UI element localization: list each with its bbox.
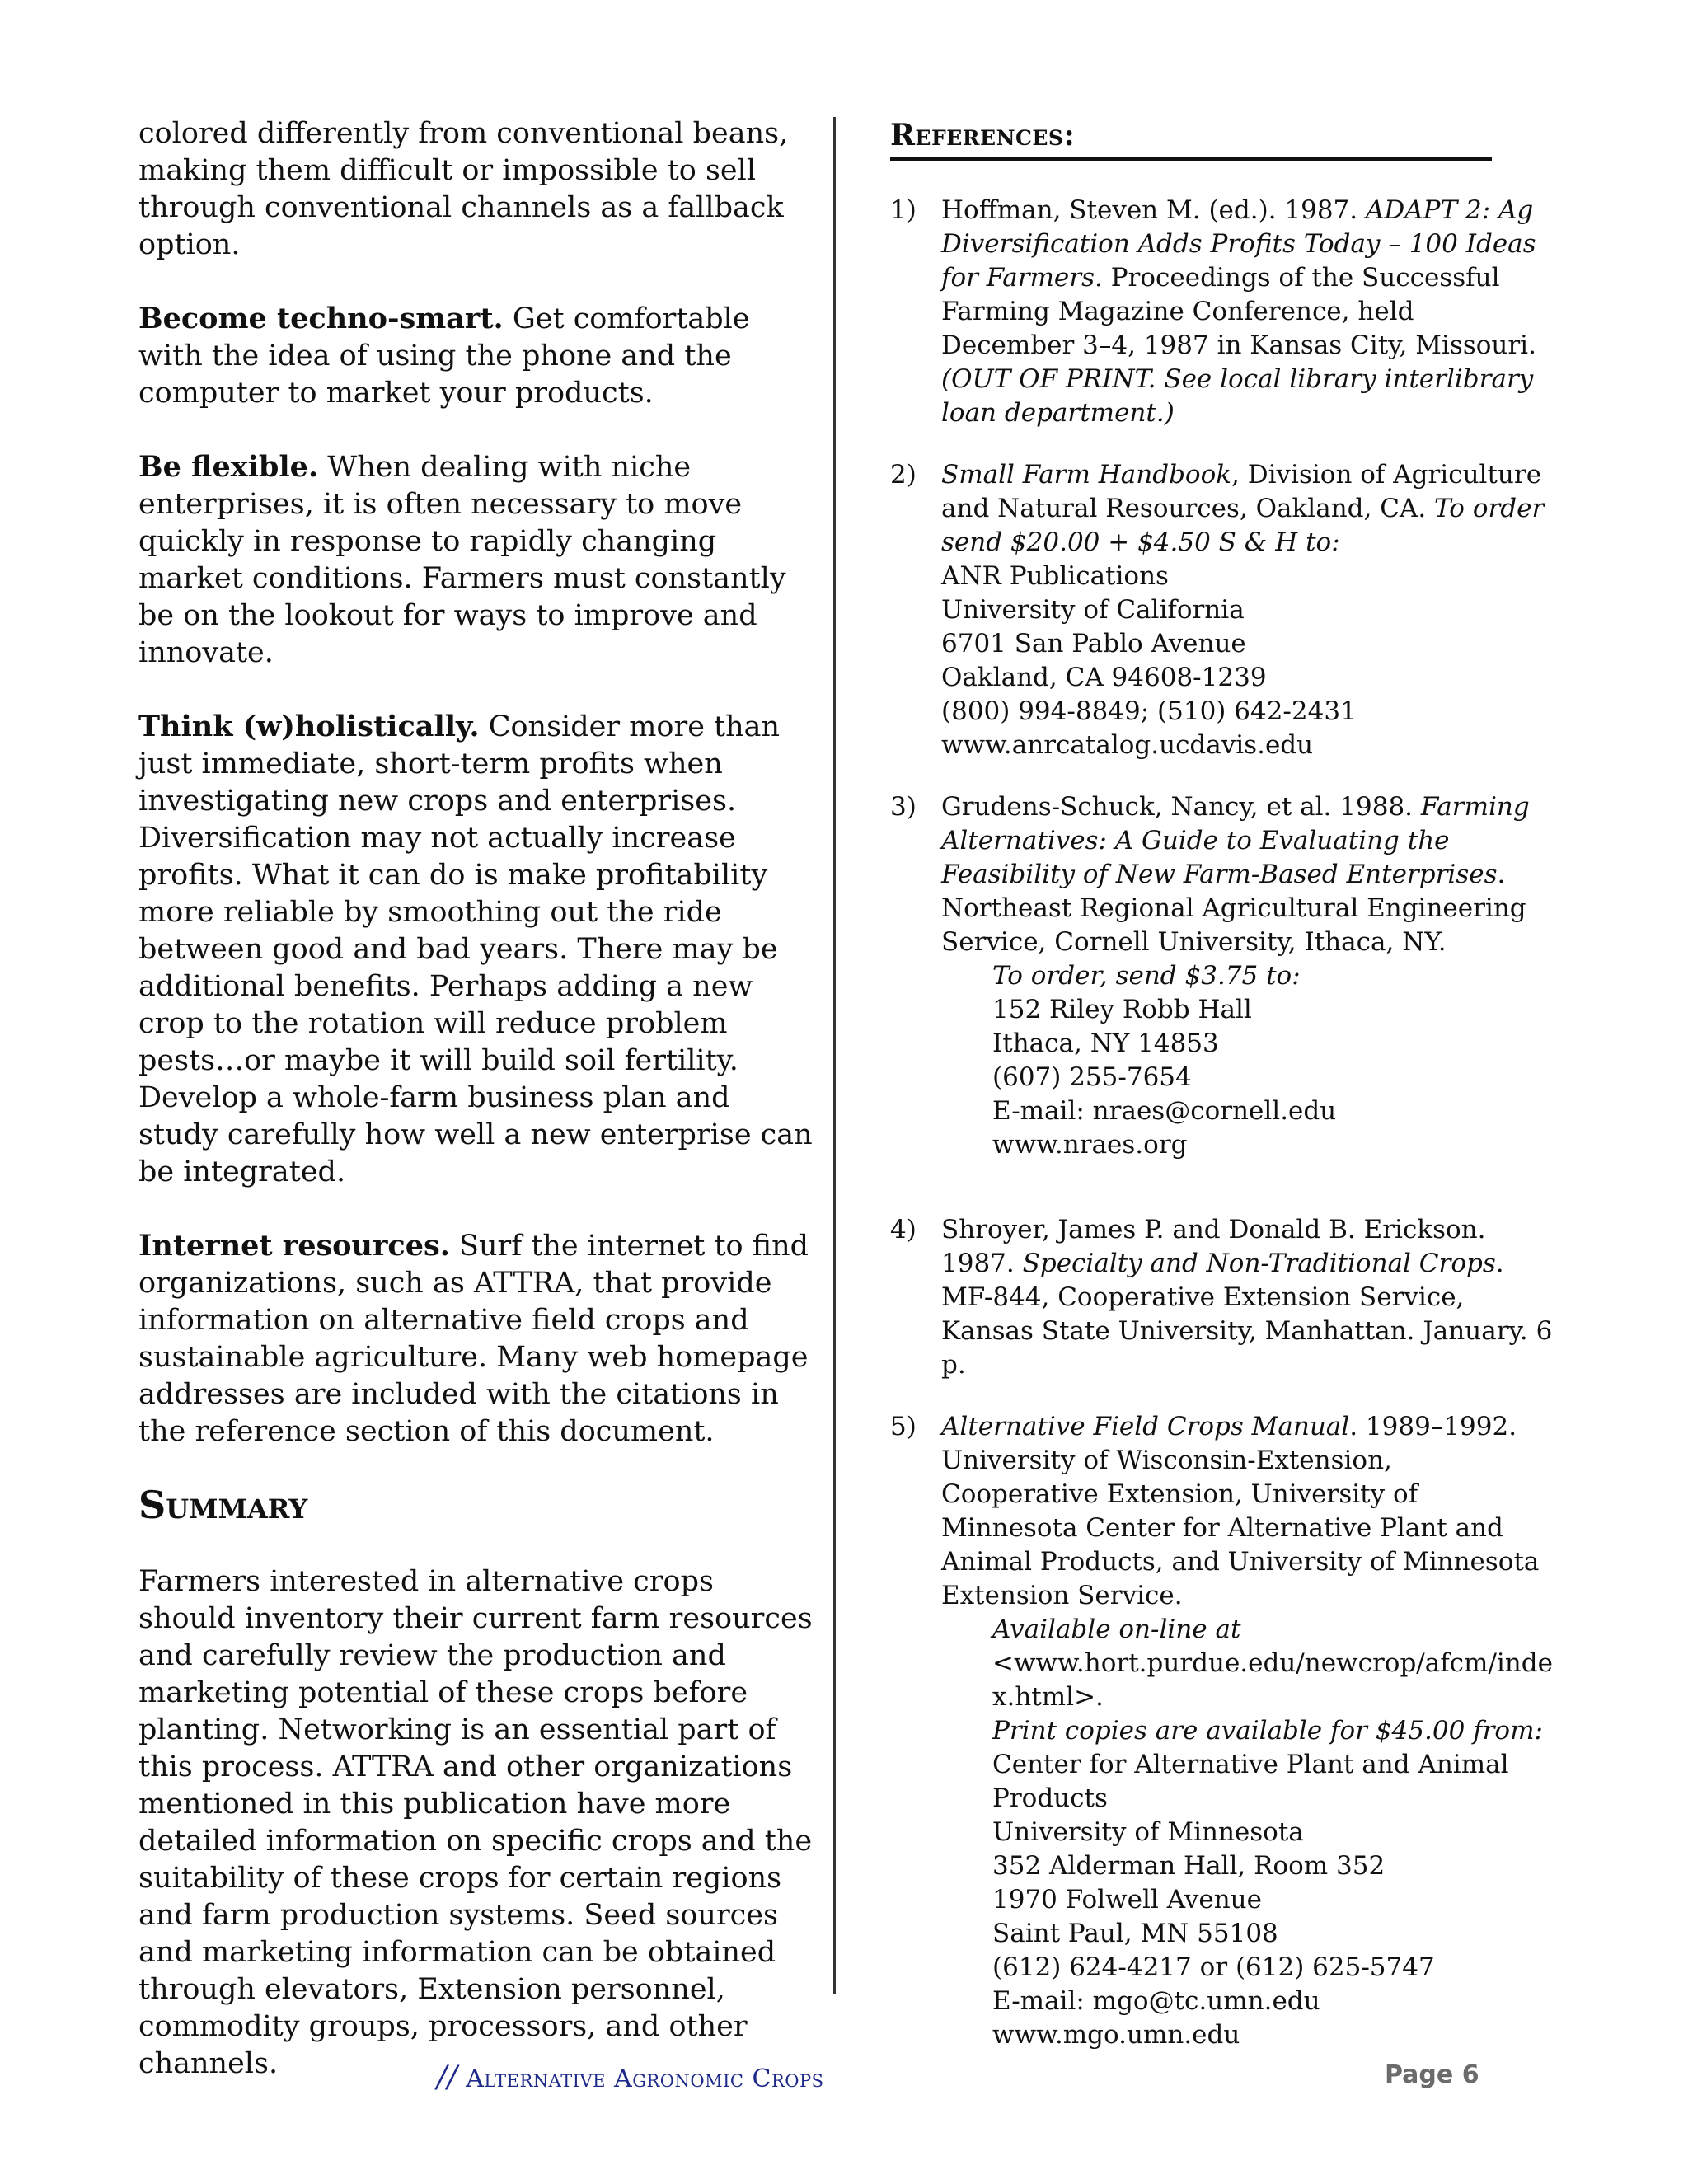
reference-item — [890, 194, 1554, 430]
paragraph-lead: Think (w)holistically. — [138, 710, 480, 743]
reference-author: Shroyer, James P. and Donald B. Erickson. 1987. — [941, 1215, 1486, 1278]
left-column — [138, 115, 814, 2119]
phone-line: (612) 624-4217 or (612) 625-5747 — [992, 1952, 1435, 1982]
reference-details: . MF-844, Cooperative Extension Service, Kansas State University, Manhattan. January. 6 p. — [941, 1249, 1553, 1380]
reference-number: 3) — [890, 792, 917, 822]
summary-paragraph: Farmers interested in alternative crops should inventory their current farm resources and carefully review the production and marketing potential of these crops before planting. Networking is an essential part of this process. ATTRA and other organizations mentioned in this publication have more detailed information on specific crops and the suitability of these crops for certain regions and farm production systems. Seed sources and marketing information can be obtained through elevators, Extension personnel, commodity groups, processors, and other channels. — [138, 1565, 813, 2080]
phone-line: (607) 255-7654 — [992, 1062, 1192, 1092]
reference-item — [890, 458, 1554, 762]
address-line: Oakland, CA 94608-1239 — [941, 663, 1267, 692]
summary-heading: Summary — [138, 1483, 308, 1527]
address-line: ANR Publications — [941, 561, 1169, 591]
reference-note: (OUT OF PRINT. See local library interlibrary loan department.) — [941, 364, 1534, 428]
reference-details: . 1989–1992. University of Wisconsin-Extension, Cooperative Extension, University of Minnesota Center for Alternative Plant and Animal Products, and University of Minnesota Extension Service. — [941, 1412, 1540, 1610]
address-line: 1970 Folwell Avenue — [992, 1885, 1262, 1915]
address-line: 6701 San Pablo Avenue — [941, 629, 1246, 658]
page-footer — [0, 2060, 1688, 2102]
reference-author: Hoffman, Steven M. (ed.). 1987. — [941, 195, 1366, 225]
address-line: 152 Riley Robb Hall — [992, 995, 1252, 1024]
website-link[interactable]: www.nraes.org — [992, 1130, 1188, 1160]
footer-slashes: // — [437, 2060, 458, 2094]
phone-line: (800) 994-8849; (510) 642-2431 — [941, 696, 1357, 726]
reference-item — [890, 1410, 1554, 2052]
reference-title: Specialty and Non-Traditional Crops — [1022, 1249, 1496, 1278]
paragraph-holistic — [138, 708, 814, 1191]
paragraph-lead: Internet resources. — [138, 1229, 450, 1263]
column-divider — [833, 117, 836, 1994]
reference-title: Small Farm Handbook — [941, 460, 1232, 490]
email-link[interactable]: E-mail: nraes@cornell.edu — [992, 1096, 1337, 1126]
email-link[interactable]: E-mail: mgo@tc.umn.edu — [992, 1986, 1320, 2016]
reference-order-note: To order, send $3.75 to: — [992, 961, 1301, 991]
reference-author: Grudens-Schuck, Nancy, et al. 1988. — [941, 792, 1421, 822]
reference-number: 2) — [890, 460, 917, 490]
online-url-link[interactable]: <www.hort.purdue.edu/newcrop/afcm/index.html>. — [992, 1648, 1553, 1712]
reference-title: Farming Alternatives: A Guide to Evaluating the Feasibility of New Farm-Based Enterprises — [941, 792, 1530, 889]
references-heading: References: — [890, 119, 1492, 161]
paragraph-lead: Become techno-smart. — [138, 302, 504, 335]
online-label: Available on-line at — [992, 1615, 1241, 1644]
reference-order-note: To order send $20.00 + $4.50 S & H to: — [941, 494, 1545, 557]
address-line: Saint Paul, MN 55108 — [992, 1919, 1278, 1948]
paragraph-lead: Be flexible. — [138, 450, 319, 484]
reference-details: . Northeast Regional Agricultural Engineering Service, Cornell University, Ithaca, NY. — [941, 860, 1526, 957]
address-line: University of Minnesota — [992, 1817, 1304, 1847]
website-link[interactable]: www.mgo.umn.edu — [992, 2020, 1240, 2050]
paragraph-techno-smart — [138, 300, 814, 412]
address-line: 352 Alderman Hall, Room 352 — [992, 1851, 1386, 1881]
intro-paragraph: colored differently from conventional beans, making them difficult or impossible to sell through conventional channels as a fallback option. — [138, 117, 789, 261]
address-line: Center for Alternative Plant and Animal Products — [992, 1750, 1509, 1813]
right-column — [890, 115, 1554, 2080]
reference-number: 1) — [890, 195, 917, 225]
print-label: Print copies are available for $45.00 from: — [992, 1716, 1543, 1746]
reference-item — [890, 790, 1554, 1162]
availability-block — [941, 1613, 1554, 2052]
reference-details: , Division of Agriculture and Natural Resources, Oakland, CA. — [941, 460, 1542, 523]
paragraph-internet — [138, 1227, 814, 1451]
footer-title-block — [437, 2060, 824, 2094]
reference-number: 4) — [890, 1215, 917, 1244]
paragraph-body: Consider more than just immediate, short-term profits when investigating new crops and enterprises. Diversification may not actually increase profits. What it can do is make profitability more reliable by smoothing out the ride between good and bad years. There may be additional benefits. Perhaps adding a new crop to the rotation will reduce problem pests…or maybe it will build soil fertility. Develop a whole-farm business plan and study carefully how well a new enterprise can be integrated. — [138, 710, 813, 1188]
page-number: Page 6 — [1385, 2060, 1479, 2089]
footer-title: Alternative Agronomic Crops — [466, 2064, 824, 2093]
reference-title: ADAPT 2: Ag Diversification Adds Profits Today – 100 Ideas for Farmers. — [941, 195, 1536, 293]
paragraph-body: When dealing with niche enterprises, it is often necessary to move quickly in response to rapidly changing market conditions. Farmers must constantly be on the lookout for ways to improve and innovate. — [138, 451, 786, 669]
paragraph-body: Surf the internet to find organizations, such as ATTRA, that provide information on alternative field crops and sustainable agriculture. Many web homepage addresses are included with the citations in the reference section of this document. — [138, 1230, 809, 1448]
paragraph-flexible — [138, 448, 814, 672]
website-link[interactable]: www.anrcatalog.ucdavis.edu — [941, 730, 1314, 760]
paragraph-body: Get comfortable with the idea of using the phone and the computer to market your products. — [138, 302, 750, 410]
reference-details: Proceedings of the Successful Farming Magazine Conference, held December 3–4, 1987 in Kansas City, Missouri. — [941, 263, 1536, 360]
reference-number: 5) — [890, 1412, 917, 1441]
address-line: Ithaca, NY 14853 — [992, 1029, 1219, 1058]
reference-title: Alternative Field Crops Manual — [941, 1412, 1350, 1441]
address-line: University of California — [941, 595, 1245, 625]
reference-item — [890, 1213, 1554, 1382]
order-block — [941, 959, 1554, 1162]
